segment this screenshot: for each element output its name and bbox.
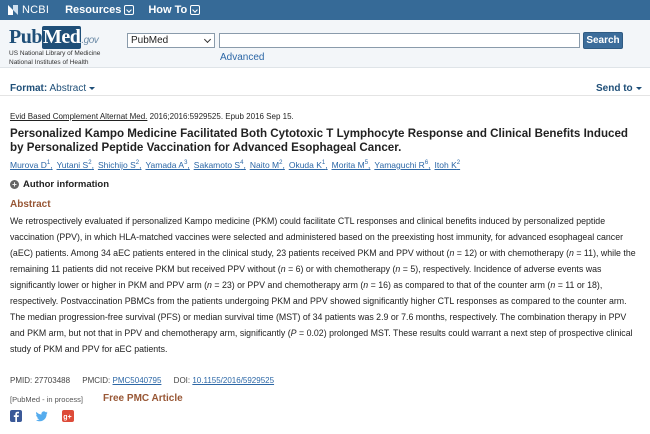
author-information-toggle[interactable] — [10, 179, 109, 190]
author-affiliation-number: 2 — [88, 160, 92, 167]
format-label: Format: — [10, 83, 48, 94]
caret-down-icon — [636, 87, 642, 90]
author-affiliation-number: 1 — [46, 160, 51, 167]
pubmed-status: [PubMed - in process] — [10, 395, 83, 404]
author-link[interactable]: Naito $M^2$, — [249, 160, 285, 170]
pubmed-logo-word — [9, 26, 119, 49]
author-affiliation-number: 5 — [364, 160, 369, 167]
author-name: Shichijo S — [97, 160, 136, 170]
caret-down-icon — [89, 87, 95, 90]
plus-icon: + — [10, 180, 19, 189]
logo-line-2: National Institutes of Health — [9, 59, 89, 66]
author-affiliation-number: 6 — [424, 160, 429, 167]
free-pmc-article-link[interactable]: Free PMC Article — [103, 393, 183, 404]
search-button[interactable]: Search — [583, 32, 623, 49]
ncbi-menu — [65, 4, 214, 16]
pubmed-header — [0, 20, 650, 68]
abstract-variable: P — [290, 328, 297, 338]
pubmed-logo[interactable] — [9, 26, 119, 67]
author-name: Morita M — [331, 160, 365, 170]
abstract-segment: = 16) as compared to that of the counter arm ( — [368, 280, 551, 290]
author-link[interactable]: Shichijo $S^2$, — [97, 160, 142, 170]
doi-link[interactable]: 10.1155/2016/5929525 — [192, 376, 275, 385]
abstract-segment: = 23) or PPV and chemotherapy arm ( — [211, 280, 364, 290]
journal-link[interactable]: Evid Based Complement Alternat Med. — [10, 112, 148, 121]
twitter-icon[interactable] — [36, 410, 48, 422]
ncbi-logo[interactable] — [7, 4, 49, 16]
author-name: Yamaguchi R — [374, 160, 425, 170]
resources-menu-label: Resources — [65, 4, 122, 16]
author-link[interactable] — [435, 160, 461, 170]
svg-text:g+: g+ — [63, 413, 72, 421]
how-to-menu[interactable] — [148, 4, 200, 16]
author-link[interactable]: Yamada $A^3$, — [145, 160, 190, 170]
author-link[interactable]: Sakamoto $S^4$, — [193, 160, 246, 170]
author-link[interactable]: Yutani $S^2$, — [56, 160, 94, 170]
abstract-variable: n — [569, 248, 574, 258]
author-affiliation-number: 4 — [240, 160, 244, 167]
author-affiliation-number: 1 — [321, 160, 326, 167]
abstract-segment: = 12) or with chemotherapy ( — [454, 248, 569, 258]
logo-pub: Pub — [9, 26, 42, 48]
format-value: Abstract — [49, 83, 87, 94]
author-name: Yutani S — [56, 160, 89, 170]
pmcid-label: PMCID: — [82, 376, 113, 385]
ncbi-logo-icon — [7, 4, 19, 16]
advanced-search-link[interactable]: Advanced — [220, 52, 265, 63]
author-affiliation-number: 2 — [456, 160, 461, 167]
article-title: Personalized Kampo Medicine Facilitated Both Cytotoxic T Lymphocyte Response and Clinical Benefits Induced by Personalized Peptide Vaccination for Advanced Esophageal Cancer. — [10, 127, 629, 154]
abstract-segment: = 6) or with chemotherapy ( — [285, 264, 396, 274]
send-to-dropdown[interactable] — [596, 83, 642, 94]
abstract-segment: = 11), while the remaining 11 patients did not receive PKM but received PPV without ( — [10, 248, 636, 274]
pmid: PMID: 27703488 — [10, 376, 71, 385]
author-affiliation-number: 2 — [135, 160, 140, 167]
abstract-variable: n — [395, 264, 401, 274]
abstract-segment: = 11 or 18), respectively. Postvaccination PBMCs from the patients undergoing PKM and PPV showed significantly higher CTL responses as compared to the counter arm. The median progression-free survival (PFS) or median survival time (MST) of 34 patients was 2.9 or 7.6 months, respectively. The combination therapy in PPV and PKM arm, but not that in PPV and chemotherapy arm, significantly ( — [10, 280, 627, 338]
logo-line-1: US National Library of Medicine — [9, 50, 101, 57]
chevron-down-icon — [204, 36, 211, 43]
author-link[interactable]: Okuda $K^1$, — [288, 160, 328, 170]
citation-details: 2016;2016:5929525. Epub 2016 Sep 15. — [147, 112, 294, 121]
resources-menu[interactable] — [65, 4, 134, 16]
abstract-variable: n — [207, 280, 212, 290]
logo-gov: .gov — [81, 35, 99, 46]
google-plus-icon[interactable] — [62, 410, 74, 422]
social-share-bar — [10, 410, 88, 422]
how-to-menu-label: How To — [148, 4, 188, 16]
author-name: Itoh K — [434, 160, 457, 170]
pmcid-link[interactable]: PMC5040795 — [112, 376, 162, 385]
author-name: Sakamoto S — [193, 160, 241, 170]
article-identifiers — [10, 376, 274, 385]
author-affiliation-number: 2 — [279, 160, 283, 167]
abstract-variable: n — [280, 264, 286, 274]
chevron-down-icon — [124, 5, 134, 15]
facebook-icon[interactable] — [10, 410, 22, 422]
format-dropdown[interactable] — [10, 83, 95, 94]
abstract-heading: Abstract — [10, 199, 51, 210]
author-information-label: Author information — [23, 179, 110, 190]
ncbi-top-bar — [0, 0, 650, 20]
author-link[interactable]: Murova $D^1$, — [10, 160, 53, 170]
author-link[interactable]: Yamaguchi $R^6$, — [374, 160, 431, 170]
author-name: Murova D — [10, 160, 47, 170]
abstract-segment: We retrospectively evaluated if personalized Kampo medicine (PKM) could facilitate CTL responses and clinical benefits induced by personalized peptide vaccination (PPV), in which HLA-matched vaccines were selected and administered based on the preexisting host immunity, for advanced esophageal cancer (aEC) patients. Among 34 aEC patients entered in the clinical study, 23 patients received PKM and PPV without ( — [10, 216, 624, 258]
abstract-segment: = 5), respectively. Incidence of adverse events was significantly lower or higher in PKM and PPV arm ( — [10, 264, 602, 290]
author-link[interactable]: Morita $M^5$, — [331, 160, 371, 170]
abstract-text — [10, 213, 642, 357]
author-name: Okuda K — [288, 160, 322, 170]
author-affiliation-number: 3 — [184, 160, 188, 167]
author-name: Naito M — [249, 160, 280, 170]
logo-med: Med — [42, 26, 81, 48]
citation — [10, 112, 294, 121]
abstract-variable: n — [550, 280, 556, 290]
doi-label: DOI: — [173, 376, 193, 385]
database-select-value: PubMed — [131, 35, 169, 46]
ncbi-logo-text: NCBI — [22, 4, 50, 16]
format-bar — [0, 78, 650, 96]
abstract-variable: n — [449, 248, 455, 258]
search-input[interactable] — [219, 33, 580, 48]
abstract-segment: = 0.02) prolonged MST. These results could warrant a next step of prospective clinical study of PKM and PPV for aEC patients. — [10, 328, 633, 354]
database-select[interactable] — [127, 33, 215, 48]
author-list — [10, 160, 640, 170]
chevron-down-icon — [190, 5, 200, 15]
author-name: Yamada A — [145, 160, 185, 170]
abstract-variable: n — [363, 280, 369, 290]
send-to-label: Send to — [596, 83, 633, 94]
